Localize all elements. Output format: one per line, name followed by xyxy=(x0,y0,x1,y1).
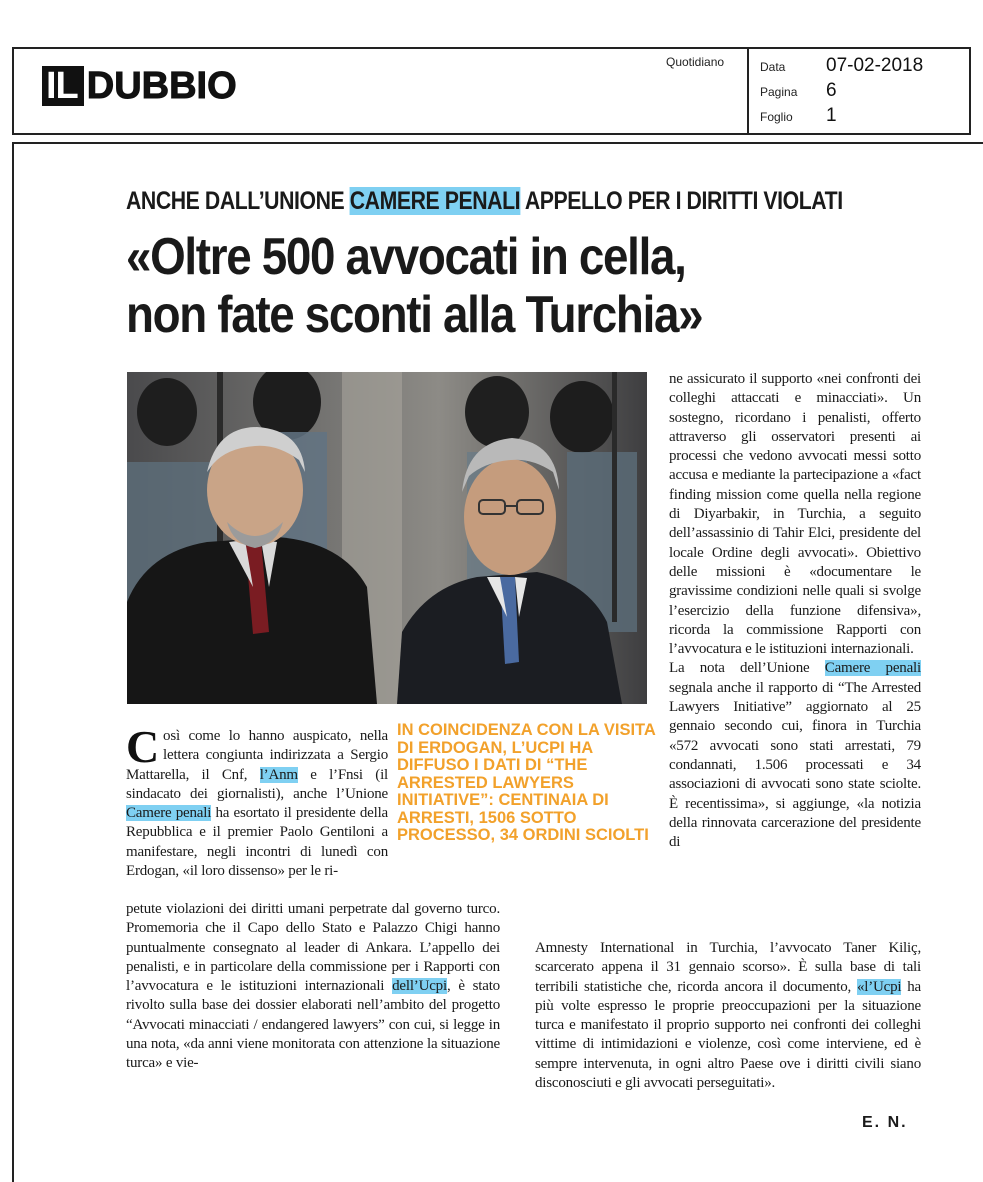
date-label: Data xyxy=(760,60,786,74)
paragraph-right-2-b: segnala anche il rapporto di “The Arrested Lawyers Initiative” aggiornato al 25 gennaio secondo cui, finora in Turchia «572 avvocati sono stati arrestati, 79 condannati, 1.506 processati e 34 associazioni di avvocati sono state sciolte. È recentissima», si aggiunge, «la notizia della rinnovata carcerazione del presidente di xyxy=(669,679,921,851)
newspaper-logo xyxy=(42,66,240,106)
news-photo xyxy=(127,372,647,704)
paragraph-left-2-b: , è stato rivolto sulla base dei dossier elaborati nell’ambito del progetto “Avvocati minacciati / endangered lawyers” con cui, si legge in una nota, «da anni viene monitorata con attenzione la situazione turca» e vie- xyxy=(126,978,500,1072)
paragraph-left-1-a: osì come lo hanno auspicato, nella lettera congiunta indirizzata a Sergio Mattarella, il Cnf, xyxy=(126,728,388,783)
highlight-camere-penali-left: Camere penali xyxy=(126,805,212,822)
headline-line-1: «Oltre 500 avvocati in cella, xyxy=(126,228,686,286)
highlight-ucpi-right: «l’Ucpi xyxy=(856,978,902,995)
kicker-text-pre: ANCHE DALL’UNIONE xyxy=(126,187,350,215)
headline-line-2: non fate sconti alla Turchia» xyxy=(126,286,703,344)
paragraph-right-3 xyxy=(535,939,921,1093)
paragraph-right-3-b: ha più volte espresso le proprie preoccupazioni per la situazione turca e manifestato il proprio supporto nei confronti dei colleghi vittime di intimidazioni e violenze, così come interviene, ed è sempre intervenuta, in ogni altro Paese ove i diritti civili siano disconosciuti e gli avvocati perseguitati». xyxy=(535,978,921,1092)
paragraph-right-1: ne assicurato il supporto «nei confronti dei colleghi attaccati e minacciati». Un sostegno, ricordano i penalisti, offerto attraverso gli osservatori presenti ai processi che vedono avvocati messi sotto accusa e mediante la partecipazione a «fact finding mission come quella nella regione di Diyarbakir, in Turchia, a seguito dell’assassinio di Tahir Elci, presidente del locale Ordine degli avvocati». Obiettivo delle missioni è «documentare le gravissime condizioni nelle quali si svolge l’esercizio della funzione difensiva», ricorda la commissione Rapporti con l’avvocatura e le istituzioni internazionali. xyxy=(669,371,921,658)
date-value: 07-02-2018 xyxy=(826,55,924,76)
body-column-left-continued xyxy=(126,900,500,1074)
date-row xyxy=(760,55,923,77)
paragraph-left-2 xyxy=(126,900,500,1074)
page-value: 6 xyxy=(826,80,837,101)
kicker-text-post: APPELLO PER I DIRITTI VIOLATI xyxy=(520,187,843,215)
highlight-anm: l’Anm xyxy=(259,766,298,783)
pull-quote xyxy=(397,722,657,845)
paragraph-left-2-a: petute violazioni dei diritti umani perpetrate dal governo turco. Promemoria che il Capo dello Stato e Palazzo Chigi hanno puntualmente consegnato al leader di Ankara. L’appello dei penalisti, e in particolare della commissione per i Rapporti con l’avvocatura e le istituzioni internazionali xyxy=(126,901,500,995)
author-signature: E. N. xyxy=(862,1114,908,1131)
paragraph-left-1-c: ha esortato il presidente della Repubblica e il premier Paolo Gentiloni a manifestare, negli incontri di lunedì con Erdogan, «il loro dissenso» per le ri- xyxy=(126,805,388,880)
frequency-label: Quotidiano xyxy=(666,55,725,69)
logo-dubbio: DUBBIO xyxy=(84,66,240,106)
photo-illustration xyxy=(127,372,647,704)
logo-il: IL xyxy=(42,66,84,106)
pull-quote-text: IN COINCIDENZA CON LA VISITA DI ERDOGAN, L’UCPI HA DIFFUSO I DATI DI “THE ARRESTED LAWYERS INITIATIVE”: CENTINAIA DI ARRESTI, 1506 SOTTO PROCESSO, 34 ORDINI SCIOLTI xyxy=(397,721,656,844)
sheet-label: Foglio xyxy=(760,110,793,124)
paragraph-right-2-a: La nota dell’Unione xyxy=(669,660,825,677)
article-headline xyxy=(126,228,918,344)
paragraph-right-2 xyxy=(669,659,921,852)
page-row xyxy=(760,80,837,102)
sheet-row xyxy=(760,105,837,127)
paragraph-left-1-b: e l’Fnsi (il sindacato dei giornalisti), anche l’Unione xyxy=(126,766,388,802)
body-column-left xyxy=(126,721,388,881)
paragraph-right-3-a: Amnesty International in Turchia, l’avvocato Taner Kiliç, scarcerato appena il 31 gennaio scorso». È sulla base di tali terribili statistiche che, ricorda ancora il documento, xyxy=(535,940,921,995)
article-kicker xyxy=(126,187,843,216)
body-column-right xyxy=(669,370,921,852)
highlight-camere-penali: Camere penali xyxy=(824,660,921,677)
dropcap: C xyxy=(126,721,160,772)
sheet-value: 1 xyxy=(826,105,837,126)
clipping-header xyxy=(12,47,971,135)
kicker-highlight: CAMERE PENALI xyxy=(349,187,521,215)
meta-divider xyxy=(747,49,749,133)
page-label: Pagina xyxy=(760,85,798,99)
paragraph-left-1 xyxy=(126,721,388,881)
body-column-right-continued xyxy=(535,939,921,1093)
highlight-ucpi: dell’Ucpi xyxy=(392,978,447,995)
